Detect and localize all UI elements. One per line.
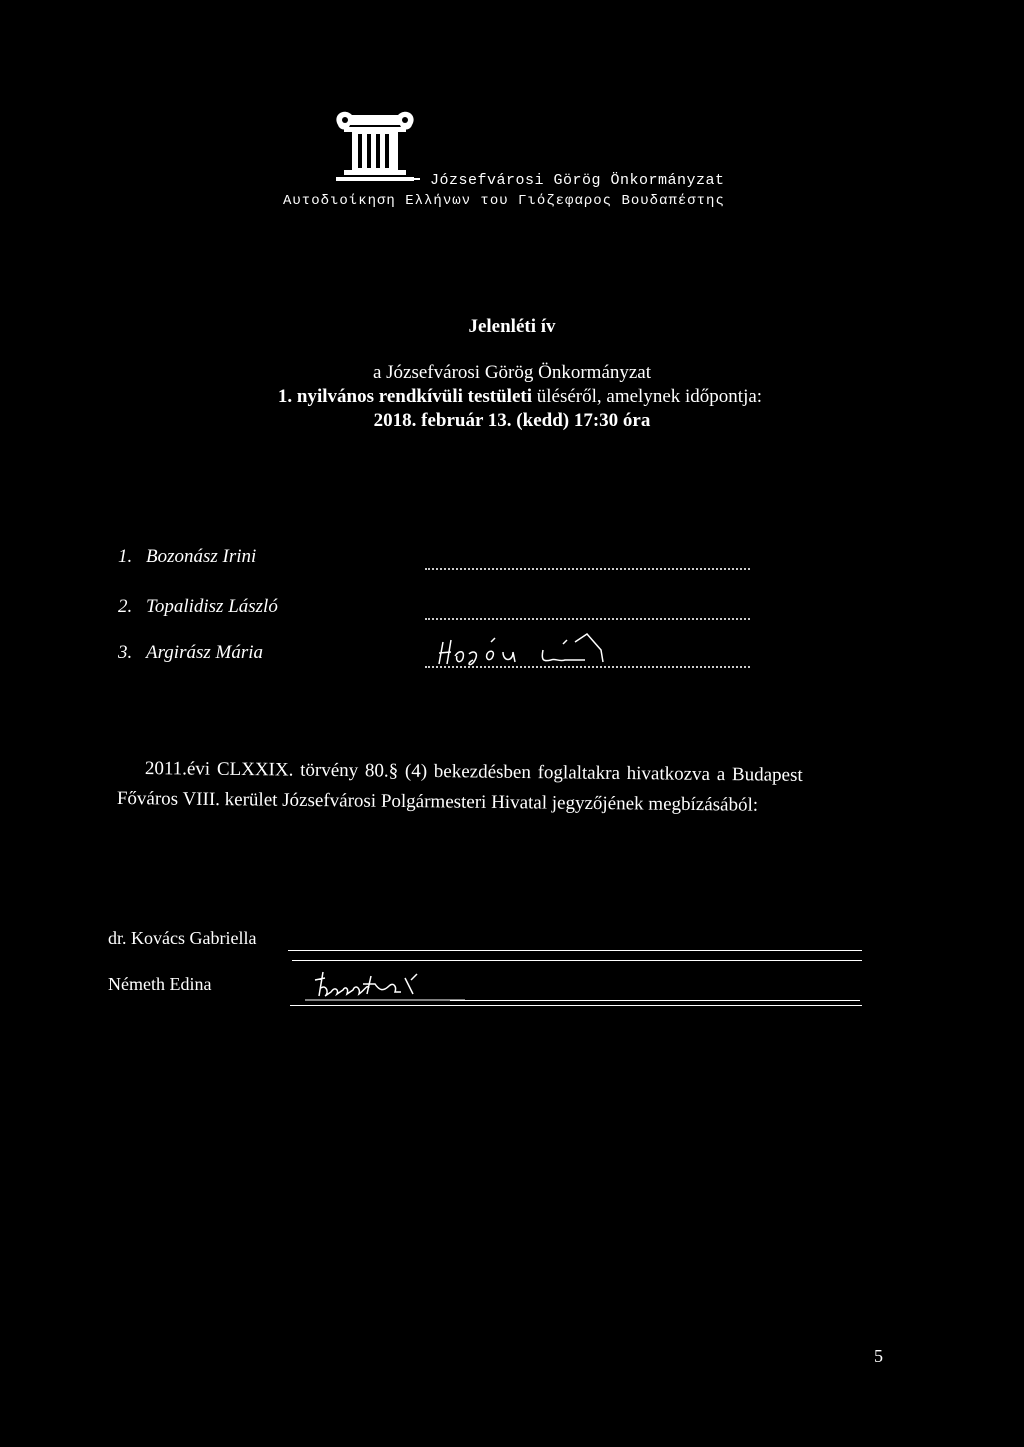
- attendee-number: 2.: [118, 596, 133, 617]
- subtitle-meeting-type-rest: üléséről, amelynek időpontja:: [532, 386, 763, 407]
- meeting-datetime: 2018. február 13. (kedd) 17:30 óra: [373, 410, 651, 431]
- attendee-name: Argirász Mária: [146, 642, 264, 663]
- attendee-row: [118, 642, 263, 664]
- attendee-number: 3.: [118, 642, 133, 663]
- document-title: Jelenléti ív: [468, 316, 556, 337]
- attendee-name: Bozonász Irini: [146, 546, 257, 567]
- signatory-name: Németh Edina: [108, 974, 212, 994]
- handwritten-signature: [305, 966, 465, 1006]
- attendee-name: Topalidisz László: [146, 596, 278, 617]
- attendee-row: [118, 596, 278, 618]
- ionic-column-icon: [330, 105, 420, 185]
- signatory-name: dr. Kovács Gabriella: [108, 928, 257, 948]
- signature-line: [450, 1000, 860, 1001]
- signature-line: [292, 960, 862, 961]
- handwritten-signature: [425, 620, 750, 670]
- subtitle-meeting-type-bold: 1. nyilvános rendkívüli testületi: [277, 386, 533, 407]
- organization-name-greek: Αυτοδιοίκηση Ελλήνων του Γιόζεφαρος Βουδαπέστης: [283, 193, 725, 209]
- signature-dotted-line: [425, 568, 750, 570]
- subtitle-organization: a Józsefvárosi Görög Önkormányzat: [372, 362, 652, 383]
- legal-paragraph-line: Főváros VIII. kerület Józsefvárosi Polgármesteri Hivatal jegyzőjének megbízásából:: [116, 788, 759, 816]
- legal-paragraph-line: 2011.évi CLXXIX. törvény 80.§ (4) bekezdésben foglaltakra hivatkozva a Budapest: [144, 758, 803, 786]
- page-number: 5: [874, 1346, 883, 1366]
- attendee-number: 1.: [118, 546, 133, 567]
- signature-line: [288, 950, 862, 951]
- organization-name-hungarian: Józsefvárosi Görög Önkormányzat: [430, 172, 725, 189]
- subtitle-meeting-type: [0, 386, 1024, 408]
- attendee-row: [118, 546, 256, 568]
- signature-line: [290, 1005, 862, 1006]
